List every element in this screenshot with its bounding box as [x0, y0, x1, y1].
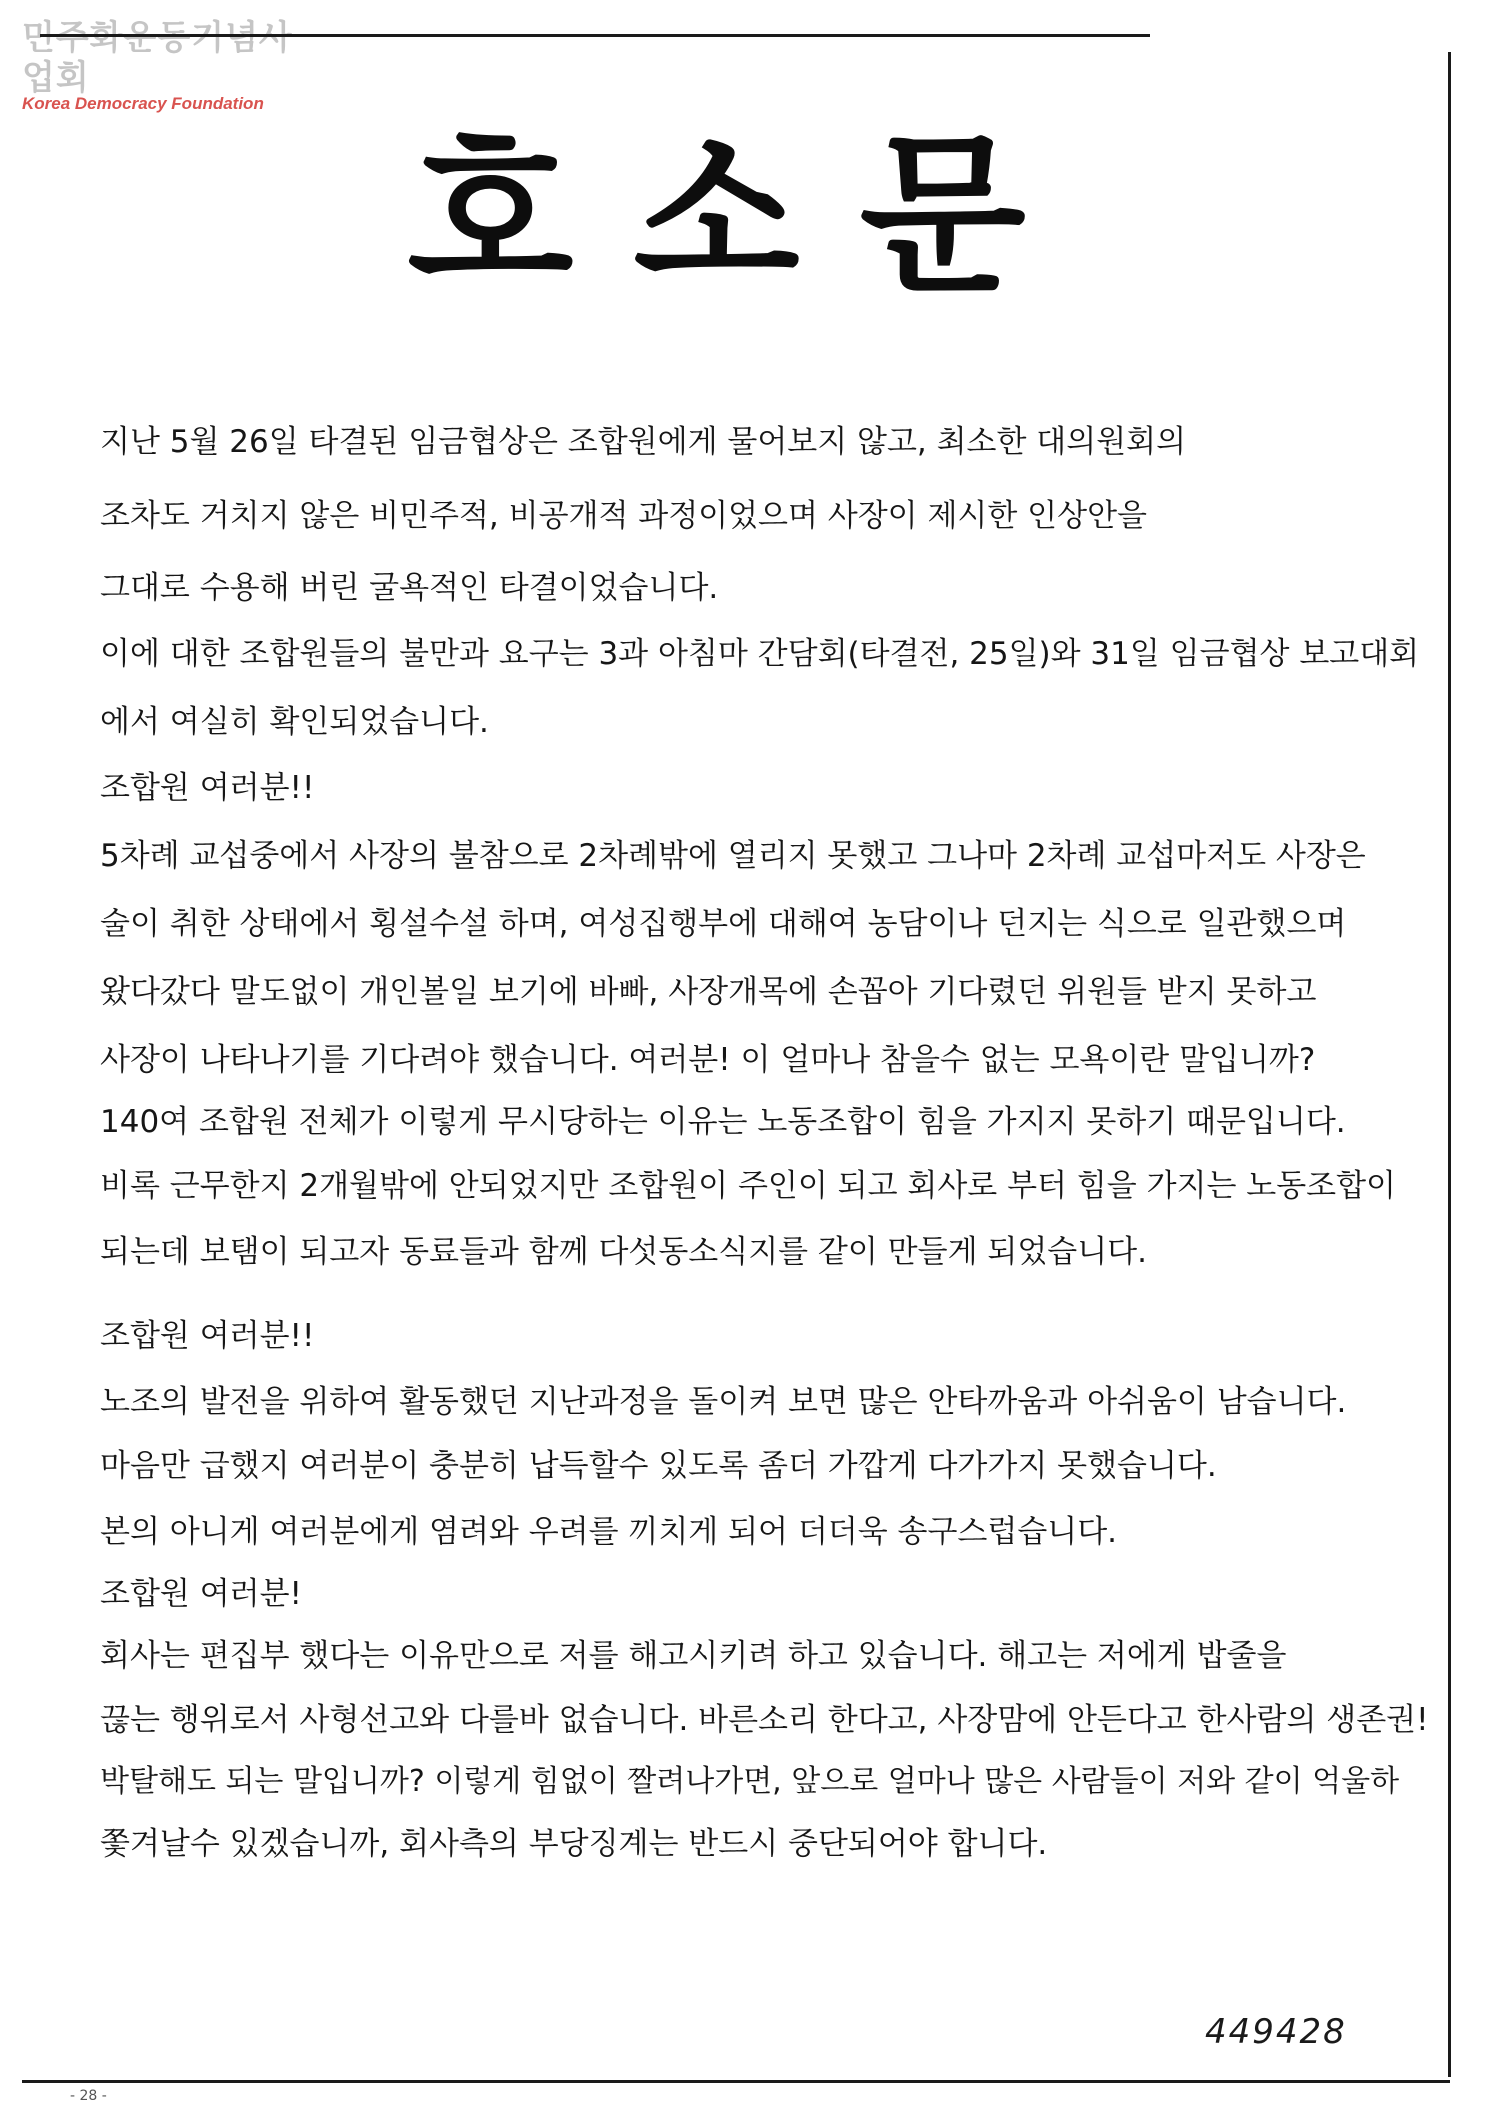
body-line: 마음만 급했지 여러분이 충분히 납득할수 있도록 좀더 가깝게 다가가지 못했습니다. — [100, 1448, 1217, 1484]
body-line: 박탈해도 되는 말입니까? 이렇게 힘없이 짤려나가면, 앞으로 얼마나 많은 사람들이 저와 같이 억울하 — [100, 1764, 1400, 1799]
body-line: 조차도 거치지 않은 비민주적, 비공개적 과정이었으며 사장이 제시한 인상안을 — [100, 498, 1147, 534]
body-line: 이에 대한 조합원들의 불만과 요구는 3과 아침마 간담회(타결전, 25일)와 31일 임금협상 보고대회 — [100, 636, 1420, 672]
body-line: 본의 아니게 여러분에게 염려와 우려를 끼치게 되어 더더욱 송구스럽습니다. — [100, 1514, 1118, 1550]
body-line: 노조의 발전을 위하여 활동했던 지난과정을 돌이켜 보면 많은 안타까움과 아쉬움이 남습니다. — [100, 1384, 1347, 1420]
bottom-border-line — [22, 2080, 1450, 2083]
body-line: 140여 조합원 전체가 이렇게 무시당하는 이유는 노동조합이 힘을 가지지 못하기 때문입니다. — [100, 1104, 1346, 1140]
body-line: 사장이 나타나기를 기다려야 했습니다. 여러분! 이 얼마나 참을수 없는 모욕이란 말입니까? — [100, 1042, 1316, 1078]
body-line: 에서 여실히 확인되었습니다. — [100, 704, 489, 740]
watermark-english: Korea Democracy Foundation — [22, 94, 264, 113]
foundation-watermark — [22, 18, 322, 114]
body-line: 왔다갔다 말도없이 개인볼일 보기에 바빠, 사장개목에 손꼽아 기다렸던 위원들 받지 못하고 — [100, 974, 1317, 1010]
body-line: 그대로 수용해 버린 굴욕적인 타결이었습니다. — [100, 570, 719, 606]
greeting-line: 조합원 여러분!! — [100, 770, 315, 806]
document-number: 449428 — [1205, 2012, 1347, 2052]
right-border-line — [1448, 52, 1451, 2077]
body-line: 술이 취한 상태에서 횡설수설 하며, 여성집행부에 대해여 농담이나 던지는 식으로 일관했으며 — [100, 906, 1347, 942]
body-line: 비록 근무한지 2개월밖에 안되었지만 조합원이 주인이 되고 회사로 부터 힘을 가지는 노동조합이 — [100, 1168, 1397, 1204]
body-line: 5차례 교섭중에서 사장의 불참으로 2차례밖에 열리지 못했고 그나마 2차례 교섭마저도 사장은 — [100, 838, 1366, 874]
body-line: 지난 5월 26일 타결된 임금협상은 조합원에게 물어보지 않고, 최소한 대의원회의 — [100, 424, 1187, 460]
greeting-line: 조합원 여러분!! — [100, 1318, 315, 1354]
body-line: 쫓겨날수 있겠습니까, 회사측의 부당징계는 반드시 중단되어야 합니다. — [100, 1826, 1048, 1862]
document-title: 호소문 — [407, 113, 1086, 316]
body-line: 회사는 편집부 했다는 이유만으로 저를 해고시키려 하고 있습니다. 해고는 저에게 밥줄을 — [100, 1638, 1287, 1674]
body-line: 끊는 행위로서 사형선고와 다를바 없습니다. 바른소리 한다고, 사장맘에 안든다고 한사람의 생존권! — [100, 1702, 1429, 1738]
appeal-body — [100, 400, 1430, 1864]
watermark-korean: 민주화운동기념사업회 — [22, 18, 293, 98]
greeting-line: 조합원 여러분! — [100, 1576, 302, 1612]
top-border-line — [40, 34, 1150, 37]
page-marker: - 28 - — [70, 2088, 107, 2104]
body-line: 되는데 보탬이 되고자 동료들과 함께 다섯동소식지를 같이 만들게 되었습니다. — [100, 1234, 1147, 1270]
